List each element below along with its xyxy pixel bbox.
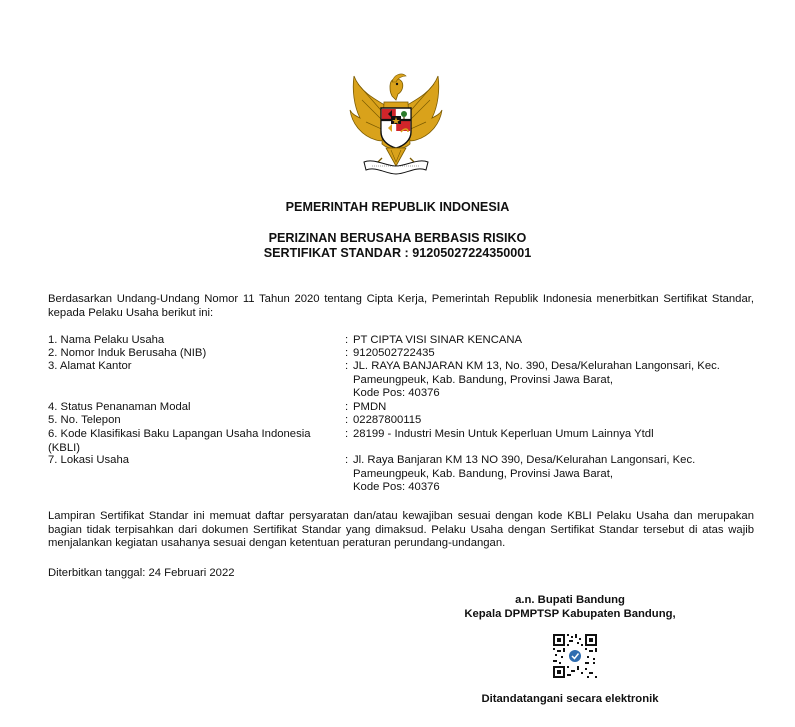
field-value bbox=[345, 360, 745, 401]
garuda-emblem-icon bbox=[346, 70, 446, 180]
field-label: 3. Alamat Kantor bbox=[48, 360, 132, 372]
business-location-line: Pameungpeuk, Kab. Bandung, Provinsi Jawa Barat, bbox=[353, 467, 613, 480]
field-label: 7. Lokasi Usaha bbox=[48, 454, 130, 466]
field-label: 5. No. Telepon bbox=[48, 414, 121, 426]
business-location-line: Jl. Raya Banjaran KM 13 NO 390, Desa/Kelurahan Langonsari, Kec. bbox=[353, 454, 696, 466]
office-address-line: JL. RAYA BANJARAN KM 13, No. 390, Desa/Kelurahan Langonsari, Kec. bbox=[353, 360, 720, 372]
business-location-line: Kode Pos: 40376 bbox=[353, 481, 440, 493]
attachment-paragraph: Lampiran Sertifikat Standar ini memuat daftar persyaratan dan/atau kewajiban sesuai dengan kode KBLI Pelaku Usaha dan merupakan bagian tidak terpisahkan dari dokumen Sertifikat Standar yang dimaksud. Pelaku Usaha dengan Sertifikat Standar tersebut di atas wajib menjalankan kegiatan usahanya sesuai dengan ketentuan peraturan perundang-undangan. bbox=[48, 510, 754, 549]
kbli-label-line: (KBLI) bbox=[48, 441, 81, 454]
signature-official: Kepala DPMPTSP Kabupaten Bandung, bbox=[464, 608, 676, 620]
field-label bbox=[48, 428, 338, 455]
field-value bbox=[345, 334, 745, 348]
field-separator: : bbox=[345, 401, 349, 413]
field-label: 2. Nomor Induk Berusaha (NIB) bbox=[48, 347, 207, 359]
field-separator: : bbox=[345, 414, 349, 426]
office-address-line: Kode Pos: 40376 bbox=[353, 387, 440, 399]
field-value bbox=[345, 428, 745, 442]
field-value bbox=[345, 414, 745, 428]
issue-date: Diterbitkan tanggal: 24 Februari 2022 bbox=[48, 567, 235, 579]
field-value bbox=[345, 401, 745, 415]
qr-code-icon bbox=[553, 634, 597, 678]
field-separator: : bbox=[345, 347, 349, 359]
electronic-signature-note: Ditandatangani secara elektronik bbox=[481, 693, 659, 705]
kbli-value: 28199 - Industri Mesin Untuk Keperluan Umum Lainnya Ytdl bbox=[353, 428, 654, 440]
business-name-value: PT CIPTA VISI SINAR KENCANA bbox=[353, 334, 523, 346]
field-separator: : bbox=[345, 360, 349, 372]
office-address-line: Pameungpeuk, Kab. Bandung, Provinsi Jawa Barat, bbox=[353, 373, 613, 386]
phone-value: 02287800115 bbox=[353, 414, 422, 426]
signature-on-behalf: a.n. Bupati Bandung bbox=[515, 594, 625, 606]
nib-value: 9120502722435 bbox=[353, 347, 435, 359]
field-label: 4. Status Penanaman Modal bbox=[48, 401, 191, 413]
field-separator: : bbox=[345, 334, 349, 346]
kbli-label-line: 6. Kode Klasifikasi Baku Lapangan Usaha Indonesia bbox=[48, 428, 311, 440]
field-label: 1. Nama Pelaku Usaha bbox=[48, 334, 165, 346]
field-separator: : bbox=[345, 428, 349, 440]
government-title: PEMERINTAH REPUBLIK INDONESIA bbox=[285, 200, 510, 214]
field-value bbox=[345, 347, 745, 361]
permit-title: PERIZINAN BERUSAHA BERBASIS RISIKO bbox=[268, 231, 527, 245]
intro-paragraph: Berdasarkan Undang-Undang Nomor 11 Tahun 2020 tentang Cipta Kerja, Pemerintah Republik Indonesia menerbitkan Sertifikat Standar, kepada Pelaku Usaha berikut ini: bbox=[48, 293, 754, 319]
investment-status-value: PMDN bbox=[353, 401, 387, 413]
field-separator: : bbox=[345, 454, 349, 466]
field-value bbox=[345, 454, 745, 495]
certificate-number: SERTIFIKAT STANDAR : 91205027224350001 bbox=[263, 246, 532, 260]
